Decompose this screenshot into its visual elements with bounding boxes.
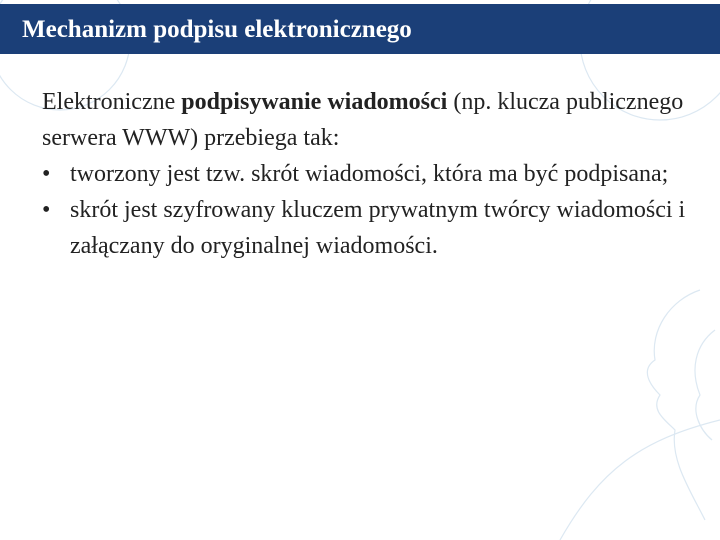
slide-content (42, 84, 702, 264)
bullet-item (42, 156, 702, 192)
bullet-dot: • (42, 161, 51, 187)
title-bar (0, 4, 720, 54)
bullet-text: tworzony jest tzw. skrót wiadomości, która ma być podpisana; (70, 161, 669, 187)
bullet-item (42, 192, 702, 264)
bullet-list (42, 156, 702, 264)
intro-text-start: Elektroniczne (42, 89, 182, 115)
intro-paragraph (42, 84, 702, 156)
slide-title: Mechanizm podpisu elektronicznego (22, 16, 412, 43)
intro-bold-term: podpisywanie wiadomości (181, 89, 448, 115)
bullet-dot: • (42, 197, 51, 223)
bullet-text: skrót jest szyfrowany kluczem prywatnym twórcy wiadomości i załączany do oryginalnej wiadomości. (70, 197, 686, 259)
intro-text-end: (np. klucza publicznego serwera WWW) przebiega tak: (42, 89, 684, 151)
decor-arc (560, 420, 720, 540)
